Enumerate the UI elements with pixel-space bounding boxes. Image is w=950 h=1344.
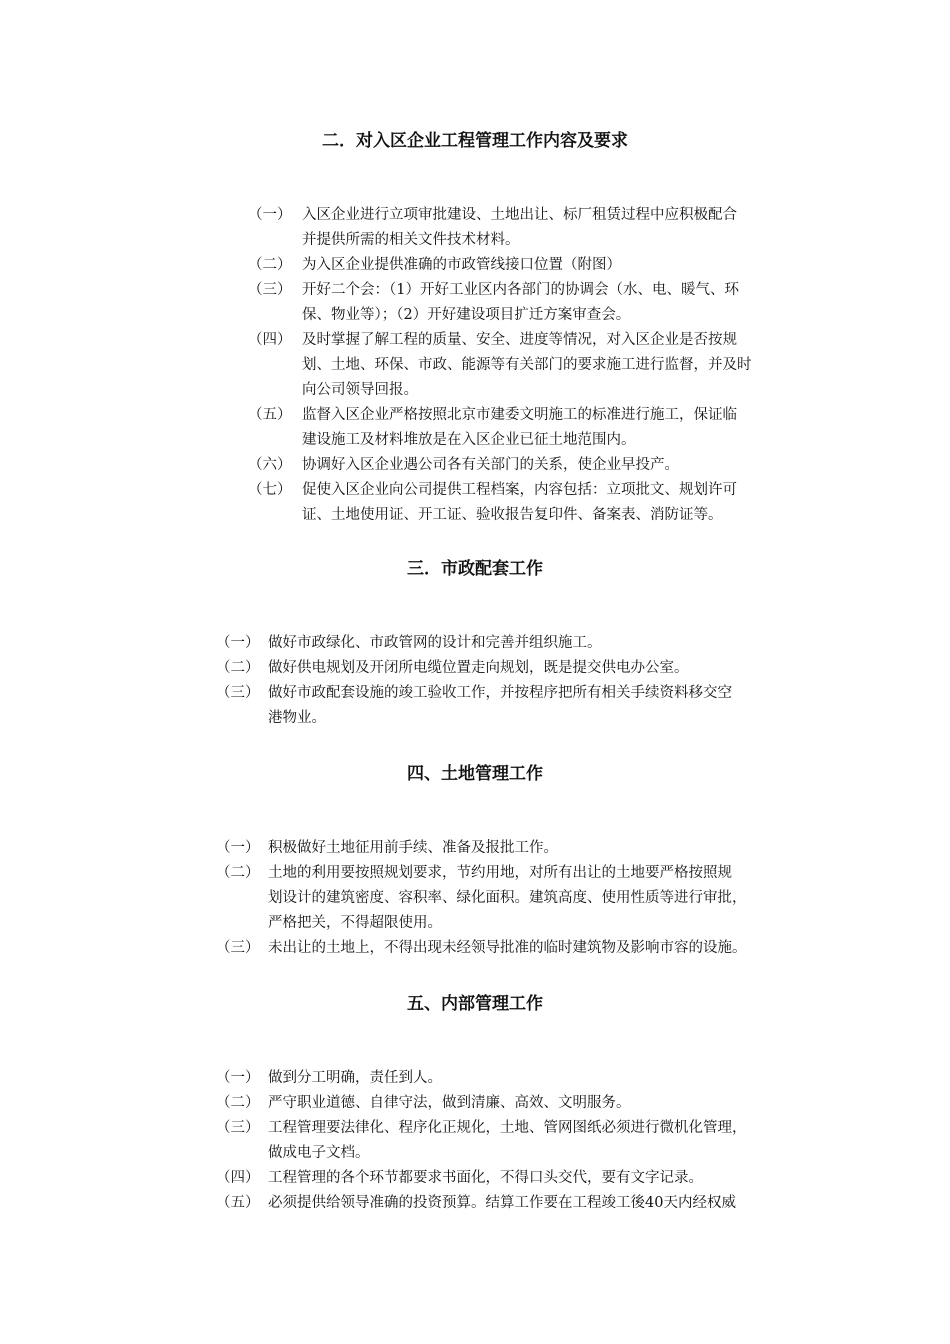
item-line: 严格把关，不得超限使用。 [268, 915, 442, 931]
item-line: 做到分工明确，责任到人。 [268, 1070, 442, 1086]
item-text [302, 278, 818, 328]
item-line: 严守职业道德、自律守法，做到清廉、高效、文明服务。 [268, 1095, 631, 1111]
item-marker: （五） [216, 1195, 260, 1211]
list-item [216, 1191, 826, 1216]
item-line: 证、土地使用证、开工证、验收报告复印件、备案表、消防证等。 [302, 507, 723, 523]
item-marker: （二） [216, 865, 260, 881]
item-line: 并提供所需的相关文件技术材料。 [302, 232, 520, 248]
item-line: 促使入区企业向公司提供工程档案，内容包括：立项批文、规划许可 [302, 482, 737, 498]
item-marker: （一） [216, 635, 260, 651]
item-marker: （一） [216, 840, 260, 856]
list-item [248, 278, 818, 328]
list-item [248, 328, 818, 403]
section-2-list [248, 203, 818, 528]
item-text [268, 1091, 826, 1116]
item-marker: （二） [216, 1095, 260, 1111]
item-line: 建设施工及材料堆放是在入区企业已征土地范围内。 [302, 432, 636, 448]
item-marker: （五） [248, 407, 292, 423]
item-text [302, 453, 818, 478]
item-line: 工程管理要法律化、程序化正规化，土地、管网图纸必须进行微机化管理， [268, 1120, 747, 1136]
item-text [302, 253, 818, 278]
item-line: 为入区企业提供准确的市政管线接口位置（附图） [302, 257, 621, 273]
item-line: 做好供电规划及开闭所电缆位置走向规划，既是提交供电办公室。 [268, 660, 689, 676]
item-line: 工程管理的各个环节都要求书面化，不得口头交代，要有文字记录。 [268, 1170, 703, 1186]
item-text [268, 631, 826, 656]
item-line: 未出让的土地上，不得出现未经领导批准的临时建筑物及影响市容的设施。 [268, 940, 747, 956]
item-marker: （三） [216, 1120, 260, 1136]
item-marker: （四） [248, 332, 292, 348]
list-item [248, 478, 818, 528]
item-marker: （三） [216, 685, 260, 701]
list-item [216, 1066, 826, 1091]
item-marker: （二） [248, 257, 292, 273]
item-line: 向公司领导回报。 [302, 382, 418, 398]
item-line: 港物业。 [268, 710, 326, 726]
item-text [302, 478, 818, 528]
item-line: 及时掌握了解工程的质量、安全、进度等情况，对入区企业是否按规 [302, 332, 737, 348]
section-5-list [216, 1066, 826, 1216]
section-heading-3: 三．市政配套工作 [407, 559, 543, 579]
list-item [248, 203, 818, 253]
item-line: 做成电子文档。 [268, 1145, 370, 1161]
list-item [248, 253, 818, 278]
item-marker: （一） [216, 1070, 260, 1086]
item-line: 做好市政配套设施的竣工验收工作，并按程序把所有相关手续资料移交空 [268, 685, 732, 701]
item-marker: （四） [216, 1170, 260, 1186]
list-item [216, 631, 826, 656]
item-text [268, 861, 826, 936]
list-item [248, 403, 818, 453]
item-line: 做好市政绿化、市政管网的设计和完善并组织施工。 [268, 635, 602, 651]
item-text [268, 936, 826, 961]
item-text [302, 403, 818, 453]
section-heading-5: 五、内部管理工作 [407, 994, 543, 1014]
item-line: 入区企业进行立项审批建设、土地出让、标厂租赁过程中应积极配合 [302, 207, 737, 223]
item-marker: （七） [248, 482, 292, 498]
list-item [216, 1091, 826, 1116]
item-marker: （三） [216, 940, 260, 956]
list-item [216, 861, 826, 936]
item-line: 开好二个会：（1）开好工业区内各部门的协调会（水、电、暖气、环 [302, 282, 739, 298]
item-marker: （六） [248, 457, 292, 473]
list-item [216, 656, 826, 681]
list-item [216, 1116, 826, 1166]
item-line: 划设计的建筑密度、容积率、绿化面积。建筑高度、使用性质等进行审批， [268, 890, 747, 906]
item-line: 积极做好土地征用前手续、准备及报批工作。 [268, 840, 558, 856]
list-item [216, 936, 826, 961]
item-text [302, 328, 818, 403]
item-text [268, 1191, 826, 1216]
item-line: 划、土地、环保、市政、能源等有关部门的要求施工进行监督，并及时 [302, 357, 752, 373]
item-marker: （二） [216, 660, 260, 676]
item-text [302, 203, 818, 253]
item-marker: （一） [248, 207, 292, 223]
item-line: 土地的利用要按照规划要求，节约用地，对所有出让的土地要严格按照规 [268, 865, 732, 881]
list-item [216, 1166, 826, 1191]
list-item [248, 453, 818, 478]
section-heading-2: 二．对入区企业工程管理工作内容及要求 [322, 131, 628, 151]
item-text [268, 1166, 826, 1191]
section-heading-4: 四、土地管理工作 [407, 764, 543, 784]
section-4-list [216, 836, 826, 961]
item-text [268, 1066, 826, 1091]
item-text [268, 656, 826, 681]
item-marker: （三） [248, 282, 292, 298]
item-text [268, 1116, 826, 1166]
item-line: 监督入区企业严格按照北京市建委文明施工的标准进行施工，保证临 [302, 407, 737, 423]
list-item [216, 681, 826, 731]
item-text [268, 836, 826, 861]
item-line: 协调好入区企业遇公司各有关部门的关系，使企业早投产。 [302, 457, 679, 473]
item-line: 必须提供给领导准确的投资预算。结算工作要在工程竣工後40天内经权威 [268, 1195, 736, 1211]
section-3-list [216, 631, 826, 731]
item-line: 保、物业等）；（2）开好建设项目扩迁方案审查会。 [302, 307, 631, 323]
list-item [216, 836, 826, 861]
item-text [268, 681, 826, 731]
